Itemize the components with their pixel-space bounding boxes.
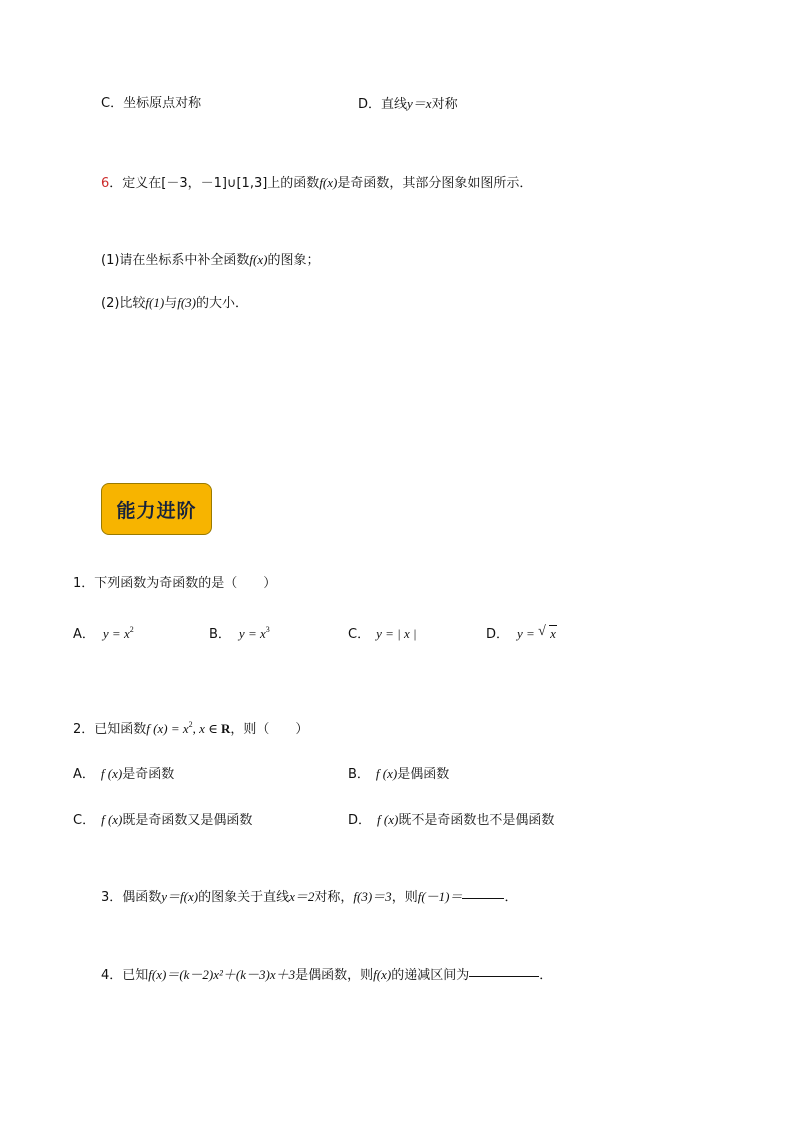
question-2-option-b-text: 是偶函数 bbox=[397, 767, 450, 782]
question-6-part-2-mid: 与 bbox=[164, 296, 178, 311]
section-badge-label: 能力进阶 bbox=[116, 499, 197, 522]
question-3-text-a: 3．偶函数 bbox=[101, 890, 162, 905]
question-1-option-d-radicand: x bbox=[550, 626, 556, 641]
question-6-part-2 bbox=[101, 294, 248, 313]
question-1-option-c bbox=[348, 625, 417, 644]
question-6-part-2-f1: f(1) bbox=[145, 295, 165, 310]
question-1-option-a-expr: y = x bbox=[102, 626, 130, 641]
question-1-option-b-exponent: 3 bbox=[265, 625, 270, 634]
question-1-stem-text: 1．下列函数为奇函数的是（ ） bbox=[73, 576, 277, 591]
question-1-option-c-expr: y = | x | bbox=[376, 626, 417, 641]
question-4-answer-blank[interactable] bbox=[469, 976, 539, 977]
question-3-equation: y＝f(x) bbox=[161, 889, 199, 904]
question-1-stem bbox=[73, 575, 276, 593]
sqrt-symbol: √ x bbox=[538, 624, 556, 641]
question-6-part-2-f3: f(3) bbox=[177, 295, 196, 310]
question-6-part-1-text-a: (1)请在坐标系中补全函数 bbox=[101, 253, 250, 268]
question-3-text-c: 对称， bbox=[314, 890, 354, 905]
question-1-option-a-label: A． bbox=[73, 627, 95, 642]
question-3-stem bbox=[101, 888, 518, 907]
question-2-option-c-fx: f (x) bbox=[101, 812, 123, 827]
prev-option-d bbox=[358, 95, 458, 114]
question-6-part-1-text-b: 的图象； bbox=[267, 253, 320, 268]
question-2-stem-exponent: 2 bbox=[188, 720, 193, 729]
question-1-option-c-label: C． bbox=[348, 627, 371, 642]
question-6-stem bbox=[101, 174, 532, 193]
question-6-number: 6 bbox=[101, 176, 110, 191]
question-4-fx: f(x) bbox=[373, 967, 392, 982]
question-2-option-a-fx: f (x) bbox=[100, 766, 123, 781]
question-2-option-b-fx: f (x) bbox=[375, 766, 398, 781]
question-6-text-a: ．定义在[－3，－1]∪[1,3]上的函数 bbox=[109, 176, 320, 191]
question-1-option-a-exponent: 2 bbox=[129, 625, 134, 634]
prev-option-c-text: C．坐标原点对称 bbox=[101, 96, 202, 111]
question-6-text-b: 是奇函数，其部分图象如图所示． bbox=[337, 176, 533, 191]
prev-option-c bbox=[101, 95, 201, 113]
question-4-end: ． bbox=[539, 968, 553, 983]
question-2-stem-real-set: R bbox=[221, 721, 231, 736]
question-2-option-b-label: B． bbox=[348, 767, 370, 782]
question-1-option-b bbox=[209, 625, 270, 644]
question-1-option-d-expr: y = bbox=[517, 626, 539, 641]
question-2-option-d bbox=[348, 811, 554, 830]
question-4-text-b: 是偶函数，则 bbox=[295, 968, 374, 983]
question-3-text-b: 的图象关于直线 bbox=[198, 890, 290, 905]
question-4-text-c: 的递减区间为 bbox=[391, 968, 470, 983]
question-2-option-c-text: 既是奇函数又是偶函数 bbox=[122, 813, 253, 828]
question-6-part-2-text-a: (2)比较 bbox=[101, 296, 146, 311]
question-3-f3: f(3)＝3 bbox=[353, 889, 392, 904]
question-6-fx: f(x) bbox=[319, 175, 338, 190]
question-2-option-c-label: C． bbox=[73, 813, 96, 828]
question-2-option-d-text: 既不是奇函数也不是偶函数 bbox=[398, 813, 555, 828]
question-1-option-a bbox=[73, 625, 134, 644]
question-1-option-d-label: D． bbox=[486, 627, 510, 642]
prev-option-d-suffix: 对称 bbox=[431, 97, 458, 112]
question-6-part-2-text-b: 的大小． bbox=[196, 296, 249, 311]
question-3-text-d: ，则 bbox=[391, 890, 418, 905]
question-2-option-d-label: D． bbox=[348, 813, 372, 828]
question-1-option-d bbox=[486, 625, 557, 644]
question-2-option-a bbox=[73, 765, 174, 784]
section-badge bbox=[101, 483, 212, 535]
question-2-option-a-label: A． bbox=[73, 767, 95, 782]
question-2-option-a-text: 是奇函数 bbox=[122, 767, 175, 782]
question-2-stem-text-b: ，则（ ） bbox=[230, 722, 309, 737]
question-2-option-b bbox=[348, 765, 449, 784]
question-4-text-a: 4．已知 bbox=[101, 968, 149, 983]
question-2-stem-text-a: 2．已知函数 bbox=[73, 722, 147, 737]
question-6-part-1-fx: f(x) bbox=[249, 252, 268, 267]
question-2-stem bbox=[73, 720, 308, 739]
question-3-answer-blank[interactable] bbox=[462, 898, 504, 899]
question-2-option-d-fx: f (x) bbox=[377, 812, 399, 827]
question-4-expr: f(x)＝(k－2)x²＋(k－3)x＋3 bbox=[148, 967, 296, 982]
question-3-end: ． bbox=[504, 890, 518, 905]
question-2-option-c bbox=[73, 811, 252, 830]
question-6-part-1 bbox=[101, 251, 319, 270]
prev-option-d-prefix: D．直线 bbox=[358, 97, 408, 112]
question-4-stem bbox=[101, 966, 552, 985]
question-2-stem-set: , x ∈ bbox=[192, 721, 222, 736]
prev-option-d-equation: y＝x bbox=[407, 96, 432, 111]
question-2-stem-expr: f (x) = x bbox=[146, 721, 189, 736]
question-3-f-minus-1: f(－1)＝ bbox=[417, 889, 463, 904]
question-3-line: x＝2 bbox=[289, 889, 315, 904]
question-1-option-b-label: B． bbox=[209, 627, 231, 642]
question-1-option-b-expr: y = x bbox=[238, 626, 266, 641]
